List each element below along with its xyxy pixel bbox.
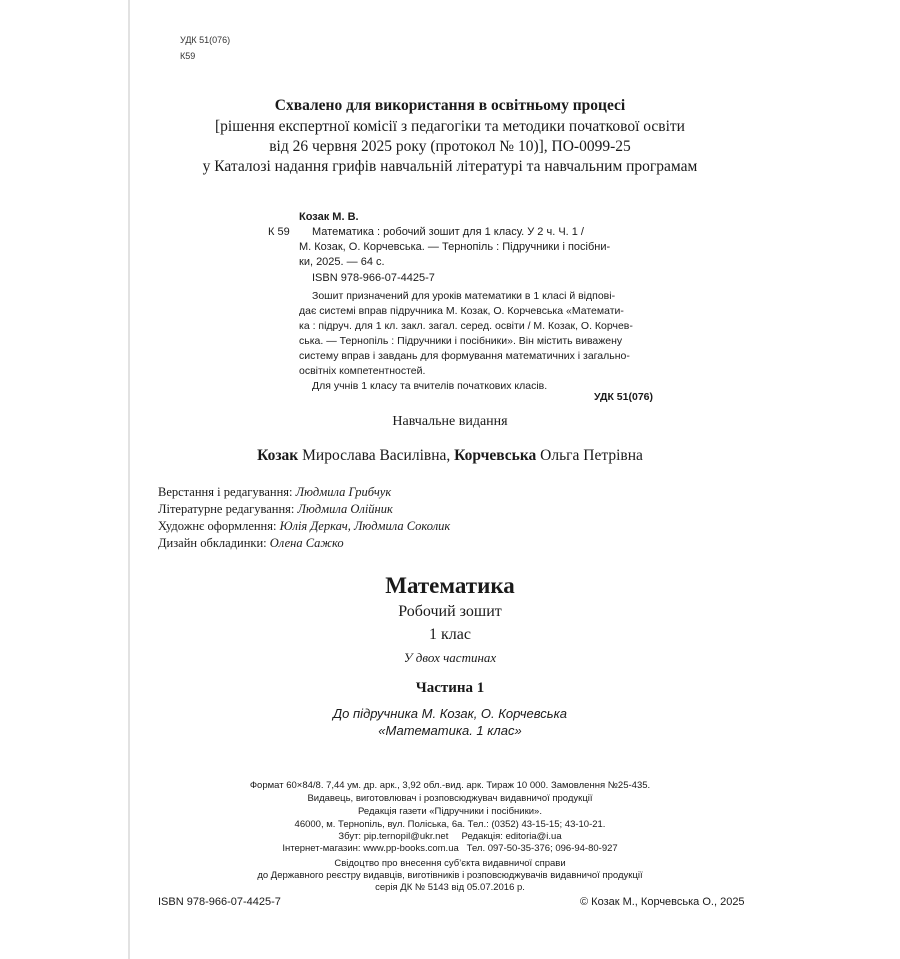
author-1-surname: Козак bbox=[257, 447, 299, 464]
biblio-udk: УДК 51(076) bbox=[594, 391, 653, 403]
credit-cover-design bbox=[158, 534, 344, 552]
approval-line-3: від 26 червня 2025 року (протокол № 10)], ПО-0099-25 bbox=[269, 138, 631, 155]
annotation-line-3: ка : підруч. для 1 кл. закл. загал. серед. освіти / М. Козак, О. Корчев- bbox=[299, 320, 633, 332]
author-2-name: Ольга Петрівна bbox=[536, 447, 643, 464]
corner-udk: УДК 51(076) bbox=[180, 35, 231, 45]
author-1-name: Мирослава Василівна, bbox=[298, 447, 451, 464]
biblio-line-2: М. Козак, О. Корчевська. — Тернопіль : Підручники і посібни- bbox=[299, 241, 611, 253]
biblio-isbn: ISBN 978-966-07-4425-7 bbox=[312, 272, 435, 284]
book-grade: 1 клас bbox=[429, 626, 471, 643]
book-parts: У двох частинах bbox=[403, 650, 497, 665]
credit-layout bbox=[158, 483, 391, 501]
approval-heading: Схвалено для використання в освітньому процесі bbox=[274, 97, 626, 114]
credit-literary-editing bbox=[158, 500, 393, 518]
credit-role: Дизайн обкладинки: bbox=[158, 536, 267, 550]
credit-role: Верстання і редагування: bbox=[158, 485, 293, 499]
footer-isbn: ISBN 978-966-07-4425-7 bbox=[158, 896, 281, 908]
credit-name: Людмила Олійник bbox=[297, 502, 393, 516]
credit-name: Людмила Грибчук bbox=[295, 485, 392, 499]
imprint-series: серія ДК № 5143 від 05.07.2016 р. bbox=[375, 882, 525, 893]
textbook-reference-2: «Математика. 1 клас» bbox=[378, 723, 522, 738]
biblio-code: К 59 bbox=[268, 226, 290, 238]
imprint-registry: до Державного реєстру видавців, виготівників і розповсюджувачів видавничої продукції bbox=[257, 870, 643, 881]
authors-line bbox=[0, 447, 900, 465]
imprint-editorial: Редакція газети «Підручники і посібники». bbox=[358, 806, 542, 817]
credit-role: Художнє оформлення: bbox=[158, 519, 277, 533]
textbook-reference-1: До підручника М. Козак, О. Корчевська bbox=[333, 706, 567, 721]
approval-line-4: у Каталозі надання грифів навчальній літературі та навчальним програмам bbox=[202, 158, 698, 175]
annotation-line-6: освітніх компетентностей. bbox=[299, 365, 426, 377]
imprint-shop: Інтернет-магазин: www.pp-books.com.ua Тел. 097-50-35-376; 096-94-80-927 bbox=[282, 843, 618, 854]
imprint-address: 46000, м. Тернопіль, вул. Поліська, 6а. Тел.: (0352) 43-15-15; 43-10-21. bbox=[294, 819, 606, 830]
imprint-certificate: Свідоцтво про внесення суб’єкта видавничої справи bbox=[334, 858, 566, 869]
credit-art-design bbox=[158, 517, 450, 535]
credit-role: Літературне редагування: bbox=[158, 502, 295, 516]
annotation-line-5: систему вправ і завдань для формування математичних і загально- bbox=[299, 350, 630, 362]
imprint-emails: Збут: pip.ternopil@ukr.net Редакція: editoria@i.ua bbox=[338, 831, 562, 842]
approval-line-2: [рішення експертної комісії з педагогіки та методики початкової освіти bbox=[215, 118, 685, 135]
biblio-line-1: Математика : робочий зошит для 1 класу. У 2 ч. Ч. 1 / bbox=[312, 226, 584, 238]
corner-code: К59 bbox=[180, 51, 196, 61]
author-2-surname: Корчевська bbox=[454, 447, 537, 464]
imprint-publisher: Видавець, виготовлювач і розповсюджувач видавничої продукції bbox=[307, 793, 593, 804]
biblio-author: Козак М. В. bbox=[299, 211, 359, 223]
book-title: Математика bbox=[385, 573, 515, 598]
credit-name: Олена Сажко bbox=[269, 536, 344, 550]
annotation-line-2: дає системі вправ підручника М. Козак, О. Корчевська «Математи- bbox=[299, 305, 624, 317]
biblio-line-3: ки, 2025. — 64 с. bbox=[299, 256, 385, 268]
imprint-format: Формат 60×84/8. 7,44 ум. др. арк., 3,92 обл.-вид. арк. Тираж 10 000. Замовлення №25-435. bbox=[249, 780, 651, 791]
credit-name: Юлія Деркач, Людмила Соколик bbox=[279, 519, 451, 533]
footer-copyright: © Козак М., Корчевська О., 2025 bbox=[580, 896, 745, 908]
edition-type: Навчальне видання bbox=[392, 414, 508, 429]
book-part: Частина 1 bbox=[415, 680, 485, 696]
annotation-line-1: Зошит призначений для уроків математики в 1 класі й відпові- bbox=[312, 290, 616, 302]
annotation-audience: Для учнів 1 класу та вчителів початкових класів. bbox=[312, 380, 548, 392]
book-subtitle: Робочий зошит bbox=[398, 603, 502, 620]
annotation-line-4: ська. — Тернопіль : Підручники і посібники». Він містить виважену bbox=[299, 335, 623, 347]
